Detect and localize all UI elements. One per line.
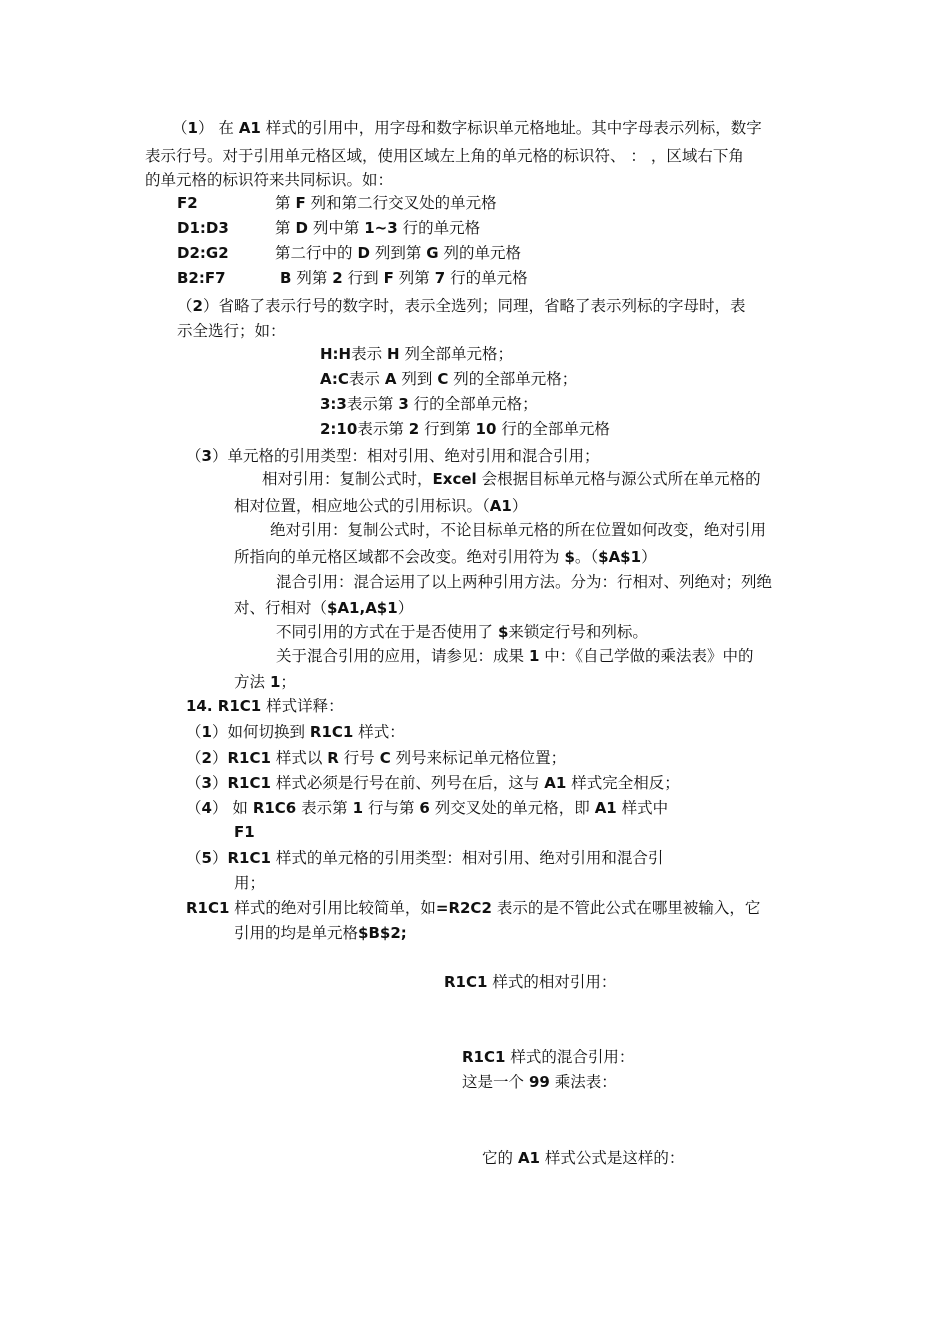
- para-1-line-1: （1） 在 A1 样式的引用中，用字母和数字标识单元格地址。其中字母表示列标，数字: [172, 119, 762, 137]
- para-2-line-1: （2）省略了表示行号的数字时，表示全选列；同理，省略了表示列标的字母时，表: [177, 297, 746, 315]
- r1c1-relative-heading: R1C1 样式的相对引用：: [444, 973, 617, 991]
- p2-item-33: 3:3表示第 3 行的全部单元格；: [320, 395, 538, 413]
- mixed-ref-line-1: 混合引用：混合运用了以上两种引用方法。分为：行相对、列绝对；列绝: [276, 573, 773, 591]
- relative-ref-line-2: 相对位置，相应地公式的引用标识。（A1）: [234, 497, 528, 515]
- para-1-line-2: 表示行号。对于引用单元格区域，使用区域左上角的单元格的标识符、 ： ，区域右下角: [145, 147, 744, 165]
- difference-line: 不同引用的方式在于是否使用了 $来锁定行号和列标。: [276, 623, 648, 641]
- mixed-usage-line-1: 关于混合引用的应用，请参见：成果 1 中：《自己学做的乘法表》中的: [276, 647, 754, 665]
- para-1-line-3: 的单元格的标识符来共同标识。如：: [145, 171, 394, 189]
- example-ref-f2: F2: [177, 194, 198, 212]
- r1c1-item-5-cont: 用；: [234, 874, 266, 892]
- r1c1-mixed-heading: R1C1 样式的混合引用：: [462, 1048, 635, 1066]
- r1c1-absolute-line-1: R1C1 样式的绝对引用比较简单，如=R2C2 表示的是不管此公式在哪里被输入，它: [186, 899, 761, 917]
- r1c1-item-5: （5）R1C1 样式的单元格的引用类型：相对引用、绝对引用和混合引: [186, 849, 664, 867]
- r1c1-item-4-cont: F1: [234, 823, 255, 841]
- r1c1-item-2: （2）R1C1 样式以 R 行号 C 列号来标记单元格位置；: [186, 749, 567, 767]
- section-14-title: 14. R1C1 样式详释：: [186, 697, 344, 715]
- example-ref-d1d3: D1:D3: [177, 219, 229, 237]
- para-3-line-1: （3）单元格的引用类型：相对引用、绝对引用和混合引用；: [186, 447, 600, 465]
- multiplication-table-line: 这是一个 99 乘法表：: [462, 1073, 617, 1091]
- r1c1-absolute-line-2: 引用的均是单元格$B$2;: [234, 924, 407, 942]
- example-ref-d2g2: D2:G2: [177, 244, 229, 262]
- relative-ref-line-1: 相对引用：复制公式时，Excel 会根据目标单元格与源公式所在单元格的: [262, 470, 761, 488]
- example-desc-d2g2: 第二行中的 D 列到第 G 列的单元格: [275, 244, 521, 262]
- p2-item-ac: A:C表示 A 列到 C 列的全部单元格；: [320, 370, 578, 388]
- example-desc-d1d3: 第 D 列中第 1~3 行的单元格: [275, 219, 481, 237]
- r1c1-item-3: （3）R1C1 样式必须是行号在前、列号在后，这与 A1 样式完全相反；: [186, 774, 680, 792]
- absolute-ref-line-1: 绝对引用：复制公式时，不论目标单元格的所在位置如何改变，绝对引用: [270, 521, 767, 539]
- example-ref-b2f7: B2:F7: [177, 269, 226, 287]
- example-desc-f2: 第 F 列和第二行交叉处的单元格: [275, 194, 497, 212]
- r1c1-item-1: （1）如何切换到 R1C1 样式：: [186, 723, 405, 741]
- absolute-ref-line-2: 所指向的单元格区域都不会改变。绝对引用符为 $。（$A$1）: [234, 548, 657, 566]
- r1c1-item-4: （4） 如 R1C6 表示第 1 行与第 6 列交叉处的单元格，即 A1 样式中: [186, 799, 669, 817]
- mixed-ref-line-2: 对、行相对（$A1,A$1）: [234, 599, 414, 617]
- p2-item-hh: H:H表示 H 列全部单元格；: [320, 345, 514, 363]
- a1-formula-line: 它的 A1 样式公式是这样的：: [482, 1149, 685, 1167]
- example-desc-b2f7: B 列第 2 行到 F 列第 7 行的单元格: [280, 269, 528, 287]
- p2-item-210: 2:10表示第 2 行到第 10 行的全部单元格: [320, 420, 610, 438]
- para-2-line-2: 示全选行；如：: [177, 322, 286, 340]
- mixed-usage-line-2: 方法 1；: [234, 673, 296, 691]
